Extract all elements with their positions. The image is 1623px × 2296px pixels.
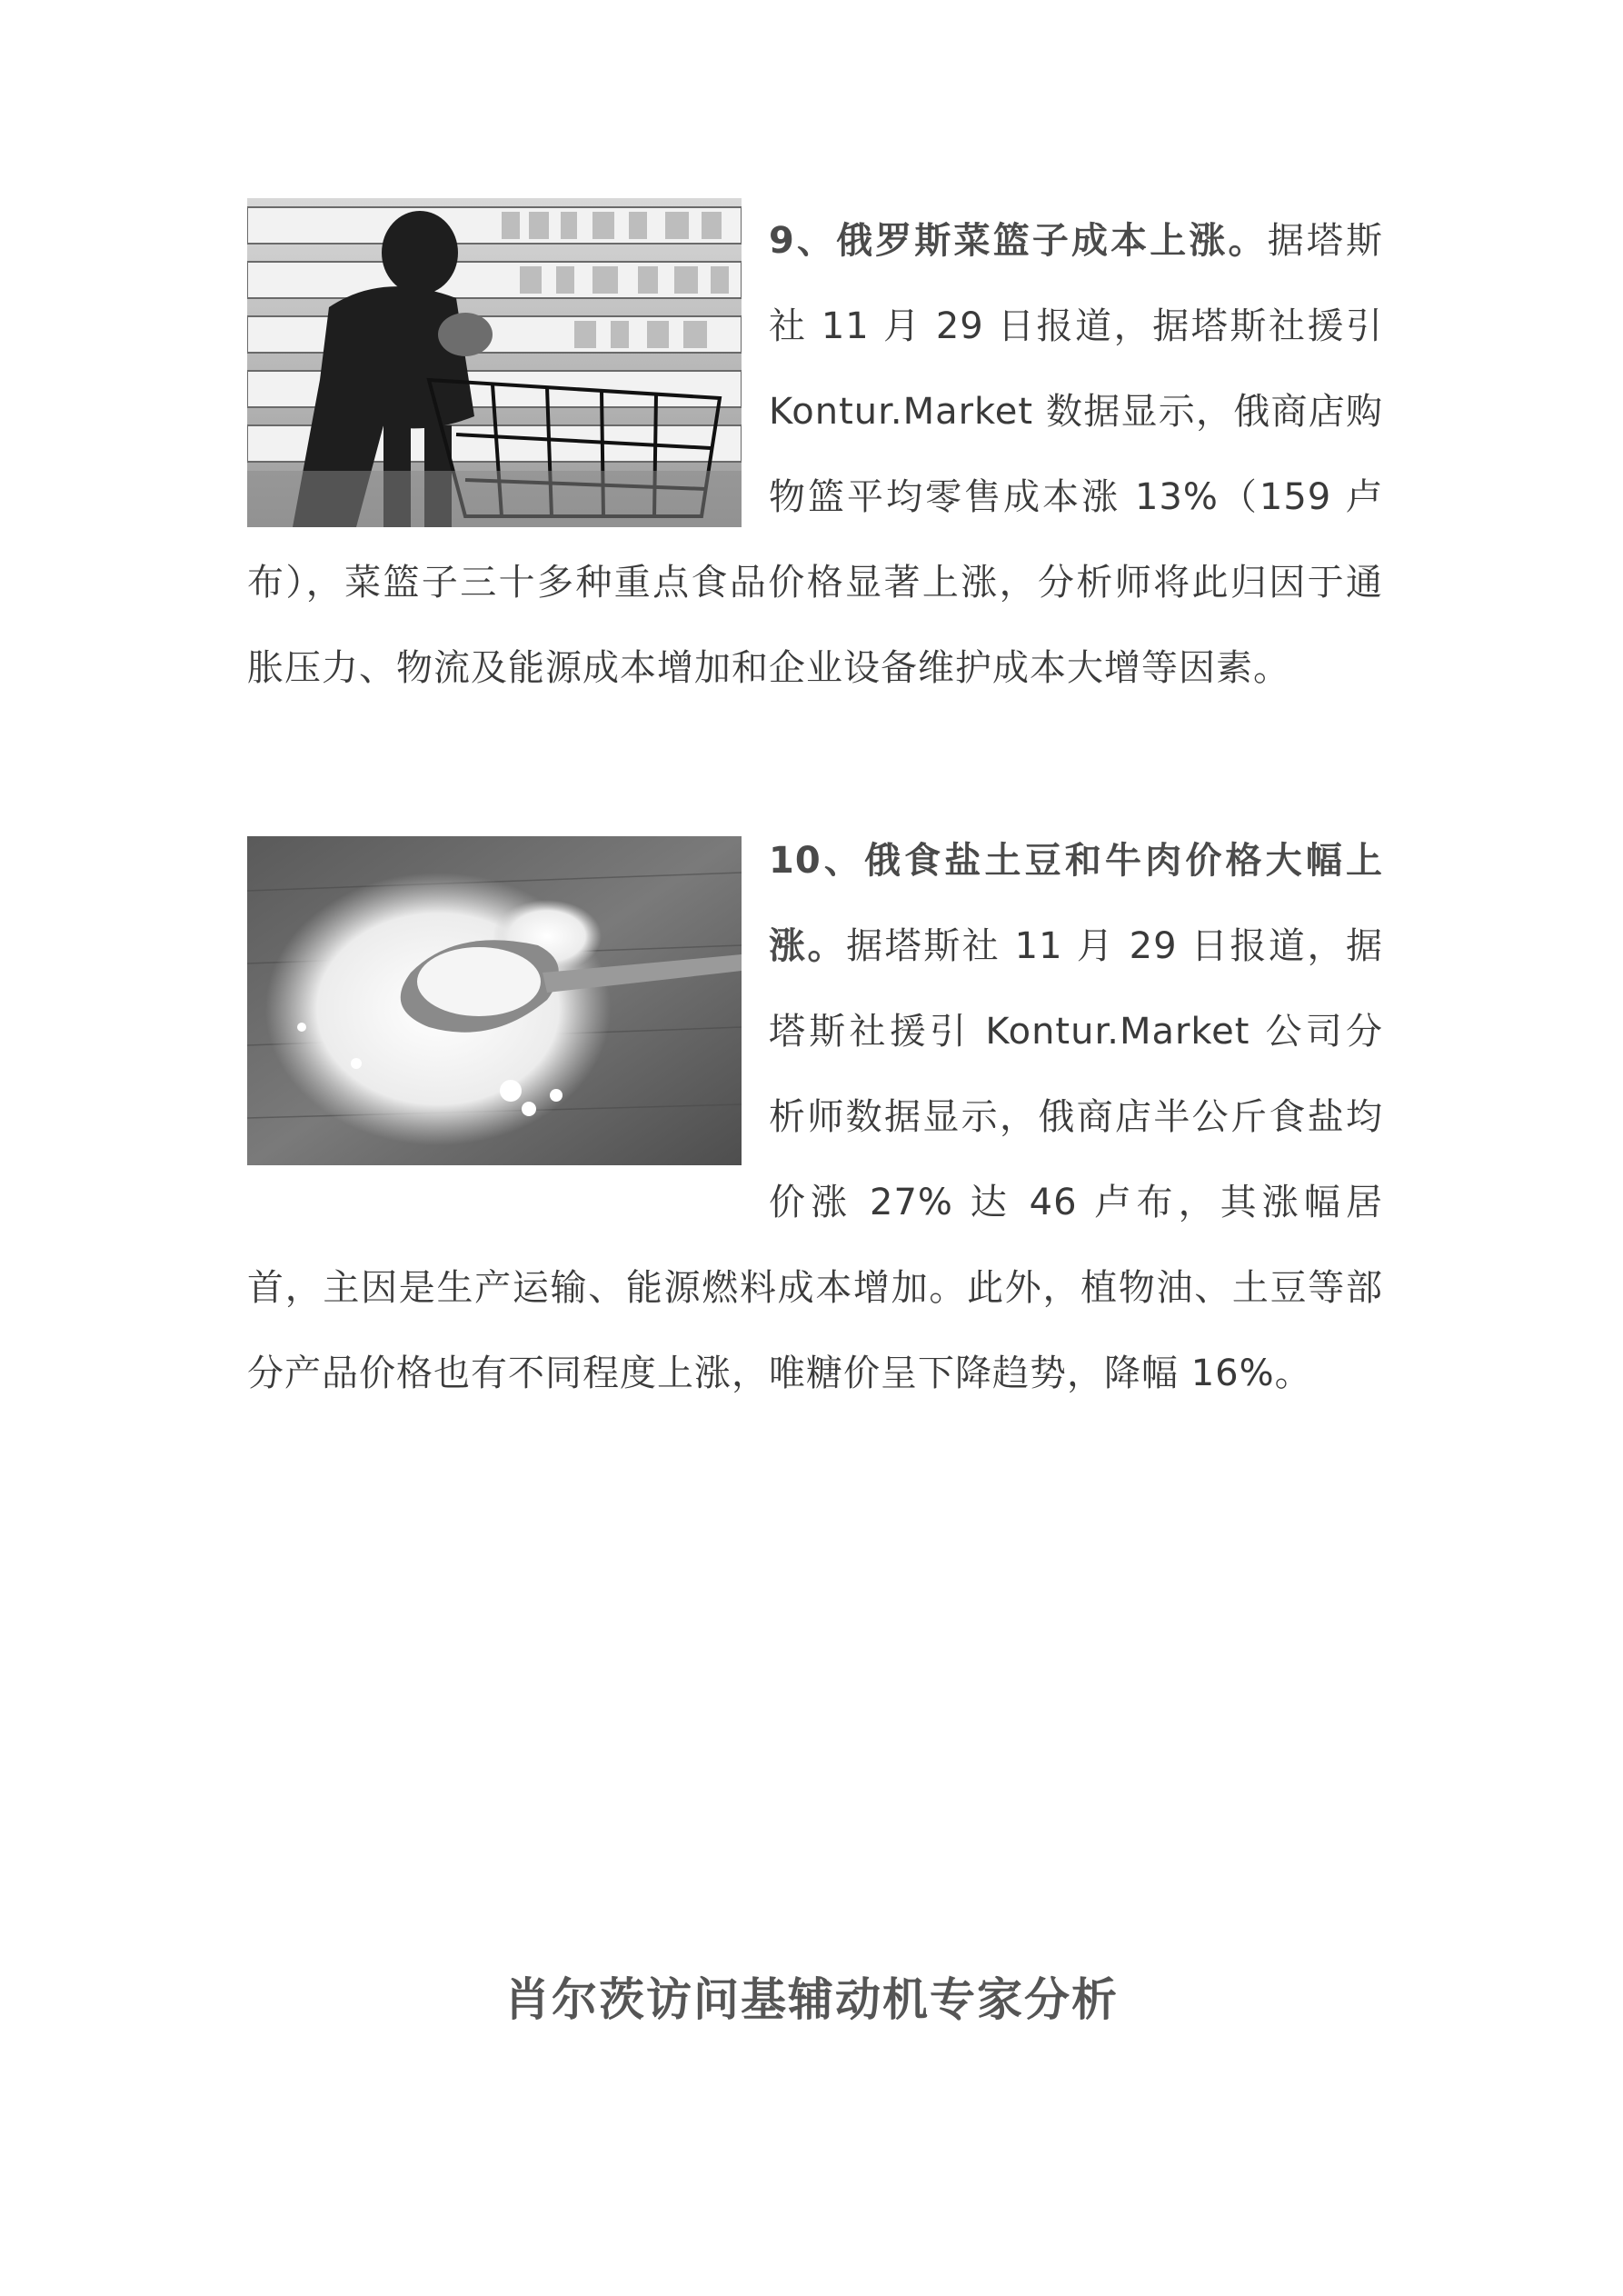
grocery-shopping-photo bbox=[247, 198, 742, 527]
news-item-9 bbox=[247, 198, 1383, 711]
news-item-9-body: 据塔斯社 11 月 29 日报道，据塔斯社援引 Kontur.Market 数据显示，俄商店购物篮平均零售成本涨 13%（159 卢布），菜篮子三十多种重点食品价格显著上涨，分析师将此归因于通胀压力、物流及能源成本增加和企业设备维护成本大增等因素。 bbox=[247, 220, 1383, 689]
news-item-10 bbox=[247, 818, 1383, 1416]
news-item-10-body: 据塔斯社 11 月 29 日报道，据塔斯社援引 Kontur.Market 公司分析师数据显示，俄商店半公斤食盐均价涨 27% 达 46 卢布，其涨幅居首，主因是生产运输、能源燃料成本增加。此外，植物油、土豆等部分产品价格也有不同程度上涨，唯糖价呈下降趋势，降幅 16%。 bbox=[247, 925, 1384, 1394]
salt-spoon-image bbox=[247, 836, 742, 1165]
news-item-10-title: 10、俄食盐土豆和牛肉价格大幅上涨。 bbox=[769, 840, 1383, 967]
grocery-shopping-image bbox=[247, 198, 742, 527]
section-heading: 肖尔茨访问基辅动机专家分析 bbox=[504, 1973, 1119, 2026]
news-item-9-title: 9、俄罗斯菜篮子成本上涨。 bbox=[769, 220, 1268, 262]
salt-spoon-photo bbox=[247, 836, 742, 1165]
